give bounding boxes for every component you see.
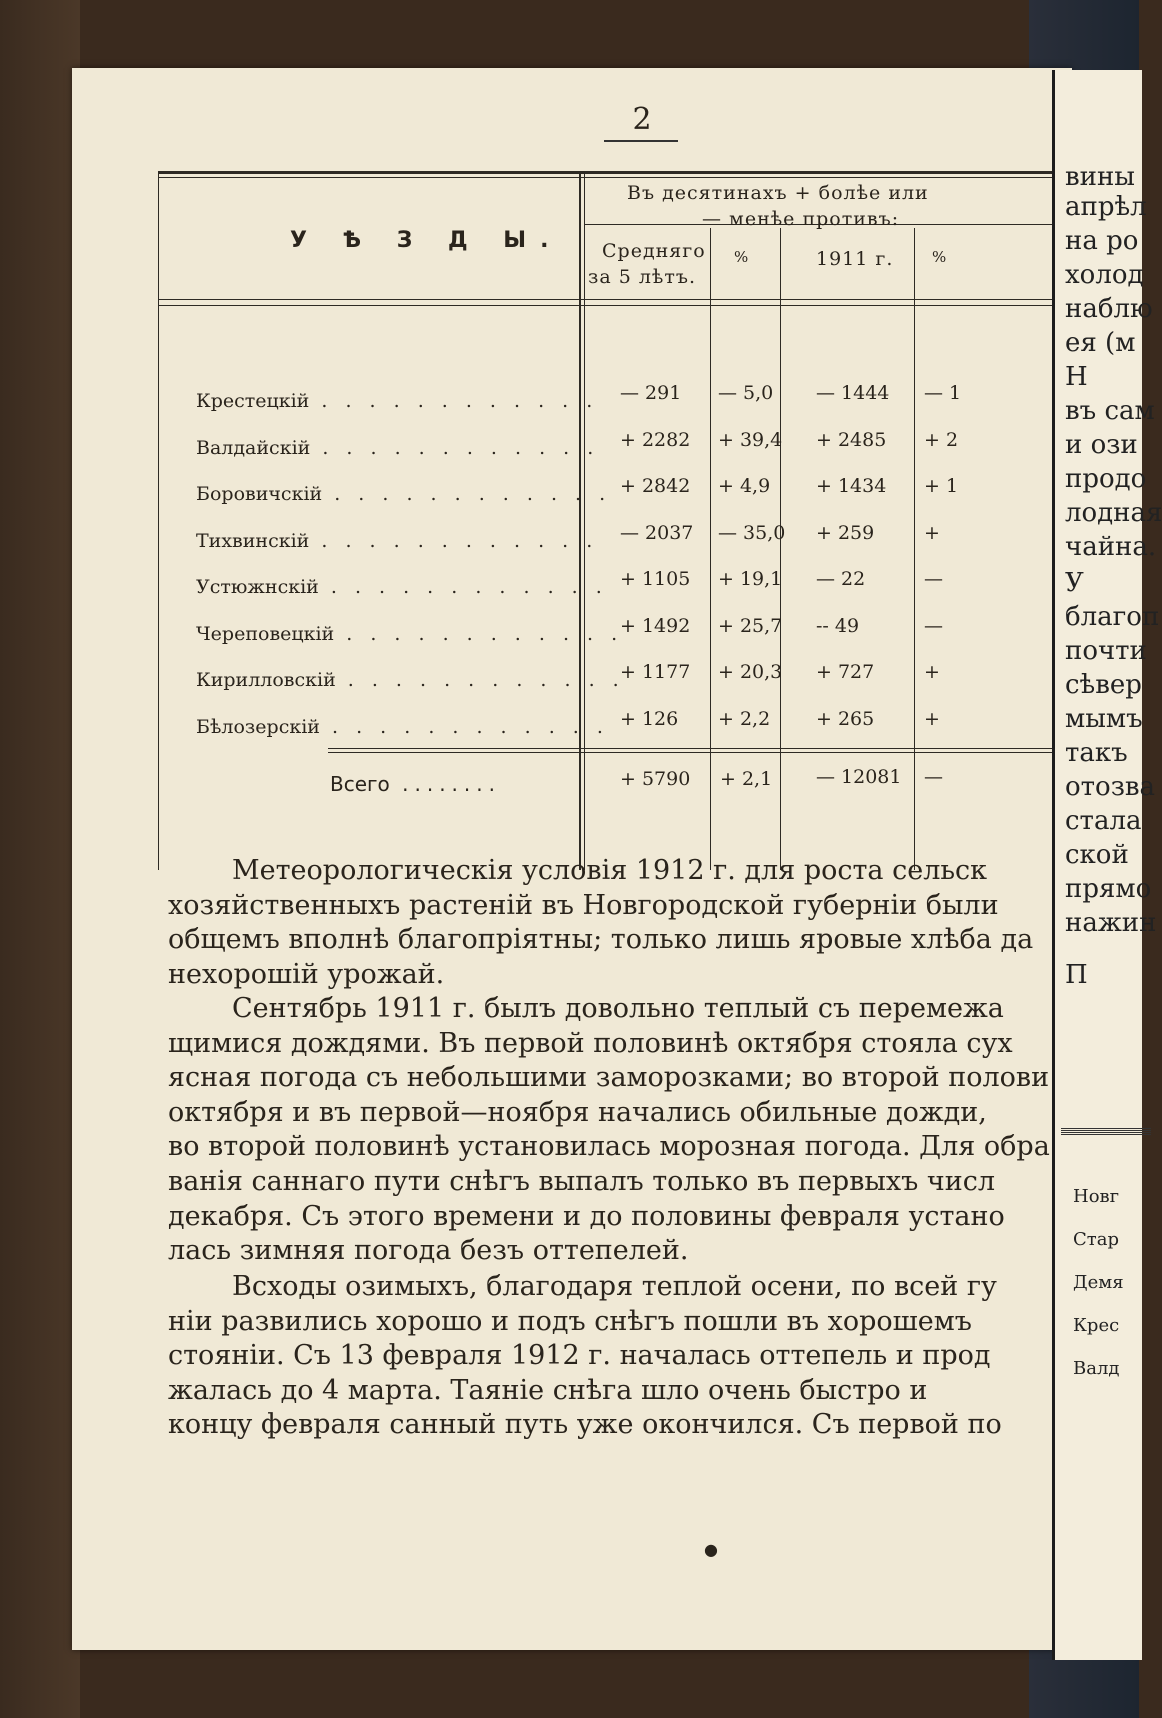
uezd-name: Крестецкій (196, 390, 310, 412)
header-bottom-rule2 (158, 305, 1052, 306)
col-divider-pct2 (914, 228, 915, 870)
next-page-line: мымъ (1065, 704, 1143, 734)
cell-avg: + 2842 (620, 475, 691, 497)
uezd-name: Бѣлозерскій (196, 715, 320, 738)
next-page-line: такъ (1065, 738, 1128, 768)
cell-pct2: + (924, 707, 940, 730)
col-divider-pct (710, 228, 711, 870)
table-left-border (158, 174, 159, 870)
next-page-line: отозва (1065, 772, 1156, 802)
cell-y1911: + 259 (816, 521, 875, 544)
next-page-line: лодная (1065, 498, 1162, 528)
row-name: Кирилловскій . . . . . . . . . . . . (196, 669, 625, 691)
uezd-name: Боровичскій (196, 483, 323, 505)
next-page-line: и ози (1065, 430, 1138, 460)
next-page-line: въ сам (1065, 396, 1155, 426)
next-page-line: продо (1065, 464, 1147, 494)
cell-pct: — 35,0 (718, 521, 786, 544)
cell-avg: + 1177 (620, 661, 691, 683)
cell-avg: + 126 (620, 707, 679, 730)
header-main: Въ десятинахъ + болѣе или (627, 182, 929, 204)
text-line: концу февраля санный путь уже окончился. Съ первой по (168, 1409, 1002, 1441)
text-line: нехорошій урожай. (168, 958, 445, 990)
total-label: Всего ........ (330, 772, 501, 796)
cell-y1911: — 22 (816, 568, 866, 590)
cell-pct: + 20,3 (718, 661, 783, 683)
row-name: Валдайскій . . . . . . . . . . . . (196, 436, 600, 459)
next-page-line: благоп (1065, 602, 1160, 632)
uezd-name: Валдайскій (196, 436, 311, 459)
next-page-line: ея (м (1065, 328, 1136, 358)
cell-avg: — 291 (620, 382, 682, 404)
cell-pct: + 19,1 (718, 568, 783, 590)
table-top-rule (158, 171, 1052, 174)
uezd-name: Тихвинскій (196, 529, 310, 552)
cell-avg: + 2282 (620, 428, 691, 451)
row-name: Череповецкій . . . . . . . . . . . . (196, 622, 624, 645)
next-page-line: апрѣл (1065, 192, 1147, 222)
text-line: стояніи. Съ 13 февраля 1912 г. началась оттепель и прод (168, 1340, 991, 1372)
cell-pct2: + 1 (924, 475, 959, 497)
total-rule2 (328, 752, 1052, 753)
col-divider-1911 (780, 228, 781, 870)
total-rule (328, 748, 1052, 749)
col-pct2: % (932, 248, 948, 266)
next-page-table-row: Новг (1073, 1186, 1120, 1207)
row-name: Боровичскій . . . . . . . . . . . . (196, 483, 612, 505)
paragraph-september (168, 992, 1048, 1269)
cell-pct: + 39,4 (718, 428, 783, 451)
next-page-line: прямо (1065, 874, 1152, 904)
cell-pct2: — 1 (924, 382, 962, 404)
next-page-line: нажин (1065, 908, 1157, 938)
cell-pct2: — (924, 614, 943, 637)
cell-pct: + 25,7 (718, 614, 783, 637)
header-main-2: — менѣе противъ: (702, 208, 900, 230)
text-line: хозяйственныхъ растеній въ Новгородской губерніи были (168, 889, 999, 921)
text-line: жалась до 4 марта. Таяніе снѣга шло очень быстро и (168, 1374, 928, 1406)
text-line: общемъ вполнѣ благопріятны; только лишь яровые хлѣба да (168, 924, 1034, 956)
next-page-line: сѣвер (1065, 670, 1142, 700)
cell-avg: + 1492 (620, 614, 691, 637)
next-page-line: чайна. (1065, 532, 1157, 562)
next-page-line: почти (1065, 636, 1147, 666)
col-divider-main2 (584, 174, 585, 870)
paragraph-weather-intro (168, 854, 1048, 992)
next-page-line: П (1065, 960, 1088, 990)
row-name: Устюжнскій . . . . . . . . . . . . (196, 576, 608, 598)
text-line: лась зимняя погода безъ оттепелей. (168, 1235, 689, 1267)
cell-y1911: + 727 (816, 661, 875, 683)
text-line: ванія саннаго пути снѣгъ выпалъ только въ первыхъ числ (168, 1165, 996, 1197)
text-line: ясная погода съ небольшими заморозками; во второй полови (168, 1062, 1050, 1094)
text-line: ніи развились хорошо и подъ снѣгъ пошли въ хорошемъ (168, 1305, 972, 1337)
header-bottom-rule (158, 299, 1052, 300)
cell-pct2: + (924, 661, 940, 683)
text-line: Метеорологическія условія 1912 г. для роста сельск (232, 855, 988, 886)
row-name: Тихвинскій . . . . . . . . . . . . (196, 529, 599, 552)
cell-pct2: — (924, 568, 943, 590)
page-number: 2 (632, 102, 652, 137)
col-avg-line2: за 5 лѣтъ. (588, 266, 697, 288)
text-line: Сентябрь 1911 г. былъ довольно теплый съ перемежа (232, 993, 1004, 1024)
cell-pct2: + 2 (924, 428, 959, 451)
table-top-rule-thin (158, 177, 1052, 178)
total-1911: — 12081 (816, 766, 902, 788)
ink-dot: ● (704, 1540, 718, 1559)
cell-pct: + 4,9 (718, 475, 771, 497)
col-uezdy: У Ѣ З Д Ы. (290, 228, 563, 253)
text-line: декабря. Съ этого времени и до половины февраля устано (168, 1200, 1005, 1232)
col-avg-line1: Средняго (602, 240, 706, 262)
uezd-name: Кирилловскій (196, 669, 336, 691)
total-avg: + 5790 (620, 768, 691, 790)
row-name: Бѣлозерскій . . . . . . . . . . . . (196, 715, 609, 738)
col-pct: % (734, 248, 750, 266)
book-page (72, 68, 1072, 1650)
text-line: Всходы озимыхъ, благодаря теплой осени, по всей гу (232, 1271, 997, 1302)
cell-avg: + 1105 (620, 568, 691, 590)
col-1911: 1911 г. (816, 248, 894, 270)
next-page-line: холод (1065, 260, 1144, 290)
next-page-line: ской (1065, 840, 1129, 870)
next-page-rule (1061, 1128, 1151, 1131)
next-page-edge (1052, 70, 1162, 1660)
uezd-name: Устюжнскій (196, 576, 319, 598)
next-page-table-row: Стар (1073, 1229, 1119, 1250)
col-divider-main (579, 174, 581, 870)
cell-avg: — 2037 (620, 521, 694, 544)
next-page-line: вины (1065, 162, 1135, 192)
cell-y1911: + 2485 (816, 428, 887, 451)
book-binding-left (0, 0, 80, 1718)
cell-y1911: -- 49 (816, 614, 860, 637)
next-page-rule (1061, 1132, 1151, 1135)
total-pct: + 2,1 (720, 768, 773, 790)
next-page-line: Н (1065, 362, 1088, 392)
cell-pct: + 2,2 (718, 707, 771, 730)
paragraph-sprouts (168, 1270, 1048, 1443)
cell-pct2: + (924, 521, 940, 544)
text-line: октября и въ первой—ноября начались обильные дожди, (168, 1096, 987, 1128)
row-name: Крестецкій . . . . . . . . . . . . (196, 390, 599, 412)
cell-y1911: + 1434 (816, 475, 887, 497)
next-page-line: стала (1065, 806, 1142, 836)
next-page-table-row: Крес (1073, 1315, 1120, 1336)
next-page-line: У (1065, 568, 1084, 598)
total-pct2: — (924, 766, 943, 788)
total-name: Всего (330, 772, 390, 796)
cell-y1911: — 1444 (816, 382, 890, 404)
cell-pct: — 5,0 (718, 382, 774, 404)
next-page-table-row: Демя (1073, 1272, 1124, 1293)
next-page-table-row: Валд (1073, 1358, 1120, 1379)
page-number-rule (604, 140, 678, 142)
text-line: щимися дождями. Въ первой половинѣ октября стояла сух (168, 1027, 1013, 1059)
next-page-line: на ро (1065, 226, 1139, 256)
text-line: во второй половинѣ установилась морозная погода. Для обра (168, 1131, 1050, 1163)
next-page-line: наблю (1065, 294, 1153, 324)
uezd-name: Череповецкій (196, 622, 335, 645)
cell-y1911: + 265 (816, 707, 875, 730)
